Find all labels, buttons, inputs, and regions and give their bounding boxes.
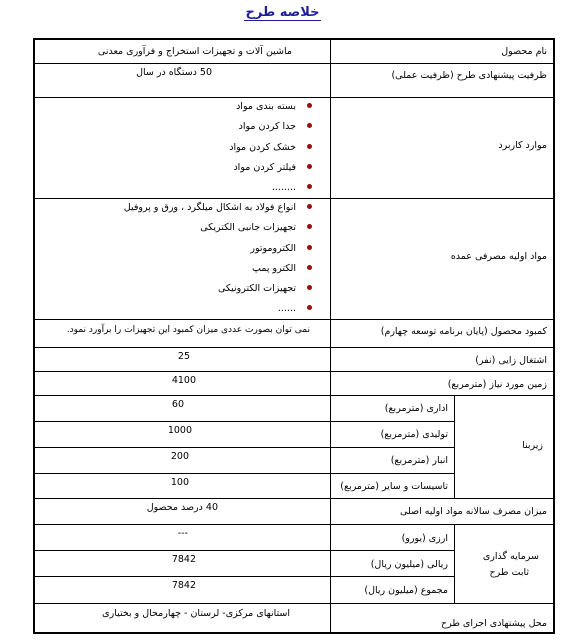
page-title-text: خلاصه طرح: [245, 5, 320, 20]
investment-sub-label-cell: [330, 576, 455, 604]
building-sub-value-cell: [34, 447, 331, 474]
bullet-icon: [307, 285, 312, 290]
usage-value: 40 درصد محصول: [146, 502, 218, 513]
product-name-value: ماشین آلات و تجهیزات استخراج و فرآوری معدنی: [97, 46, 292, 57]
building-sub-value-cell: [34, 421, 331, 448]
building-production-value: 1000: [167, 425, 192, 436]
applications-label-cell: [330, 97, 554, 199]
shortage-value-cell: [34, 319, 331, 348]
building-sub-label-cell: [330, 473, 455, 499]
investment-sub-value-cell: [34, 550, 331, 577]
investment-total-value: 7842: [171, 580, 196, 591]
location-value: استانهای مرکزی- لرستان - چهارمحال و بختیاری: [102, 608, 290, 619]
land-value: 4100: [171, 375, 196, 386]
investment-currency-label: ارزی (یورو): [401, 533, 448, 544]
list-item: انواع فولاد به اشکال میلگرد ، ورق و پروفیل: [124, 201, 312, 221]
location-value-cell: [34, 603, 331, 633]
building-warehouse-label: انبار (مترمربع): [390, 455, 448, 466]
list-item: الکتروموتور: [124, 242, 312, 262]
bullet-icon: [307, 164, 312, 169]
bullet-icon: [307, 224, 312, 229]
applications-label: موارد کاربرد: [498, 140, 547, 151]
employment-label: اشتغال زایی (نفر): [475, 355, 547, 366]
list-item: تجهیزات الکترونیکی: [124, 282, 312, 302]
building-office-label: اداری (مترمربع): [384, 403, 448, 414]
raw-materials-label: مواد اولیه مصرفی عمده: [450, 251, 547, 262]
summary-table: [33, 38, 555, 634]
investment-total-label: مجموع (میلیون ریال): [364, 585, 448, 596]
employment-label-cell: [330, 347, 554, 372]
bullet-icon: [307, 245, 312, 250]
bullet-icon: [307, 103, 312, 108]
investment-rial-label: ریالی (میلیون ریال): [370, 559, 448, 570]
building-warehouse-value: 200: [170, 451, 189, 462]
building-facilities-label: تاسیسات و سایر (مترمربع): [340, 481, 448, 492]
capacity-value: 50 دستگاه در سال: [136, 67, 212, 78]
applications-list-cell: [34, 97, 331, 199]
bullet-icon: [307, 123, 312, 128]
shortage-label-cell: [330, 319, 554, 348]
location-label: محل پیشنهادی اجرای طرح: [440, 618, 547, 629]
bullet-icon: [307, 265, 312, 270]
investment-label-line1: سرمایه گذاری: [482, 551, 539, 562]
building-office-value: 60: [171, 399, 184, 410]
employment-value-cell: [34, 347, 331, 372]
building-sub-value-cell: [34, 473, 331, 499]
list-item: ........: [229, 181, 312, 199]
investment-sub-label-cell: [330, 550, 455, 577]
building-sub-label-cell: [330, 421, 455, 448]
location-label-cell: [330, 603, 554, 633]
land-label: زمین مورد نیاز (مترمربع): [447, 379, 547, 390]
building-facilities-value: 100: [170, 477, 189, 488]
usage-label: میزان مصرف سالانه مواد اولیه اصلی: [399, 506, 547, 517]
building-label-cell: [454, 395, 554, 499]
building-sub-label-cell: [330, 395, 455, 422]
investment-sub-value-cell: [34, 576, 331, 604]
investment-currency-value: ---: [177, 528, 188, 539]
bullet-icon: [307, 144, 312, 149]
raw-materials-list: [124, 201, 312, 320]
shortage-value: نمی توان بصورت عددی میزان کمبود این تجهیزات را برآورد نمود.: [66, 325, 310, 335]
bullet-icon: [307, 305, 312, 310]
employment-value: 25: [177, 351, 190, 362]
capacity-label-cell: [330, 63, 554, 98]
list-item: تجهیزات جانبی الکتریکی: [124, 221, 312, 241]
list-item: الکترو پمپ: [124, 262, 312, 282]
usage-value-cell: [34, 498, 331, 525]
land-label-cell: [330, 371, 554, 396]
product-name-label-cell: [330, 39, 554, 64]
page-title: [0, 5, 565, 20]
investment-label-cell: [454, 524, 554, 604]
investment-sub-label-cell: [330, 524, 455, 551]
raw-materials-label-cell: [330, 198, 554, 320]
land-value-cell: [34, 371, 331, 396]
investment-label-line2: ثابت طرح: [489, 567, 529, 578]
list-item: ......: [124, 302, 312, 320]
building-sub-value-cell: [34, 395, 331, 422]
investment-sub-value-cell: [34, 524, 331, 551]
building-label: زیربنا: [522, 440, 543, 451]
usage-label-cell: [330, 498, 554, 525]
capacity-label: ظرفیت پیشنهادی طرح (ظرفیت عملی): [391, 70, 547, 81]
bullet-icon: [307, 184, 312, 189]
list-item: جدا کردن مواد: [229, 120, 312, 140]
applications-list: [229, 100, 312, 199]
shortage-label: کمبود محصول (پایان برنامه توسعه چهارم): [380, 326, 547, 337]
bullet-icon: [307, 204, 312, 209]
investment-rial-value: 7842: [171, 554, 196, 565]
list-item: فیلتر کردن مواد: [229, 161, 312, 181]
product-name-label: نام محصول: [501, 46, 547, 57]
building-production-label: تولیدی (مترمربع): [380, 429, 448, 440]
capacity-value-cell: [34, 63, 331, 98]
building-sub-label-cell: [330, 447, 455, 474]
list-item: خشک کردن مواد: [229, 141, 312, 161]
list-item: بسته بندی مواد: [229, 100, 312, 120]
product-name-value-cell: [34, 39, 331, 64]
raw-materials-list-cell: [34, 198, 331, 320]
